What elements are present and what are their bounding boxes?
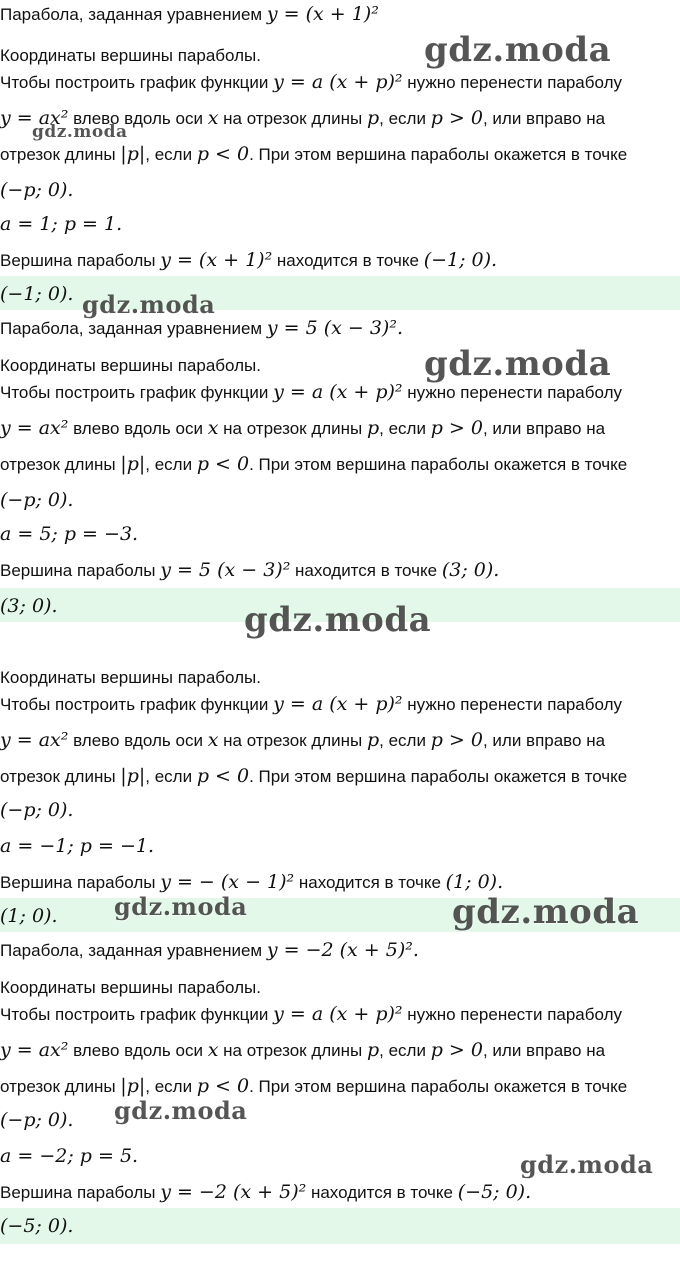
problem-title: Парабола, заданная уравнением y = 5 (x − 3)². [0,317,404,339]
watermark: gdz.moda [32,122,128,142]
title-equation: y = −2 (x + 5)². [266,939,419,961]
watermark: gdz.moda [244,600,432,640]
answer-value: (1; 0). [0,905,58,927]
rule-line-1: Чтобы построить график функции y = a (x + p)² нужно перенести параболу [0,1003,622,1025]
rule-line-4: (−p; 0). [0,799,74,821]
rule-line-4: (−p; 0). [0,489,74,511]
vertex-heading: Координаты вершины параболы. [0,356,261,375]
answer-box [0,898,680,932]
title-equation: y = (x + 1)² [266,3,379,25]
vertex-heading: Координаты вершины параболы. [0,978,261,997]
rule-line-2: y = ax² влево вдоль оси x на отрезок длины p, если p > 0, или вправо на [0,1039,606,1061]
result-line: Вершина параболы y = − (x − 1)² находится в точке (1; 0). [0,871,504,893]
watermark: gdz.moda [114,892,248,921]
rule-line-3: отрезок длины |p|, если p < 0. При этом вершина параболы окажется в точке [0,143,628,165]
watermark: gdz.moda [114,1096,248,1125]
rule-line-3: отрезок длины |p|, если p < 0. При этом вершина параболы окажется в точке [0,765,628,787]
watermark: gdz.moda [424,30,612,70]
parameters: a = 5; p = −3. [0,523,139,545]
vertex-heading: Координаты вершины параболы. [0,46,261,65]
rule-line-3: отрезок длины |p|, если p < 0. При этом вершина параболы окажется в точке [0,453,628,475]
parameters: a = 1; p = 1. [0,213,123,235]
answer-box [0,276,680,310]
rule-line-2: y = ax² влево вдоль оси x на отрезок длины p, если p > 0, или вправо на [0,729,606,751]
result-line: Вершина параболы y = −2 (x + 5)² находится в точке (−5; 0). [0,1181,532,1203]
answer-value: (−5; 0). [0,1215,74,1237]
answer-value: (3; 0). [0,595,58,617]
watermark: gdz.moda [520,1150,654,1179]
title-equation: y = 5 (x − 3)². [266,317,404,339]
watermark: gdz.moda [452,892,640,932]
parameters: a = −1; p = −1. [0,835,154,857]
rule-line-3: отрезок длины |p|, если p < 0. При этом вершина параболы окажется в точке [0,1075,628,1097]
result-line: Вершина параболы y = (x + 1)² находится в точке (−1; 0). [0,249,498,271]
answer-value: (−1; 0). [0,283,74,305]
watermark: gdz.moda [424,344,612,384]
problem-title: Парабола, заданная уравнением y = (x + 1)² [0,3,379,25]
rule-line-4: (−p; 0). [0,1109,74,1131]
parameters: a = −2; p = 5. [0,1145,139,1167]
rule-line-4: (−p; 0). [0,179,74,201]
rule-line-1: Чтобы построить график функции y = a (x + p)² нужно перенести параболу [0,71,622,93]
rule-line-2: y = ax² влево вдоль оси x на отрезок длины p, если p > 0, или вправо на [0,417,606,439]
rule-line-1: Чтобы построить график функции y = a (x + p)² нужно перенести параболу [0,693,622,715]
vertex-heading: Координаты вершины параболы. [0,668,261,687]
result-line: Вершина параболы y = 5 (x − 3)² находится в точке (3; 0). [0,559,500,581]
answer-box [0,1208,680,1244]
problem-title: Парабола, заданная уравнением y = −2 (x + 5)². [0,939,419,961]
watermark: gdz.moda [82,290,216,319]
answer-box [0,588,680,622]
rule-line-2: y = ax² влево вдоль оси x на отрезок длины p, если p > 0, или вправо на [0,107,606,129]
rule-line-1: Чтобы построить график функции y = a (x + p)² нужно перенести параболу [0,381,622,403]
